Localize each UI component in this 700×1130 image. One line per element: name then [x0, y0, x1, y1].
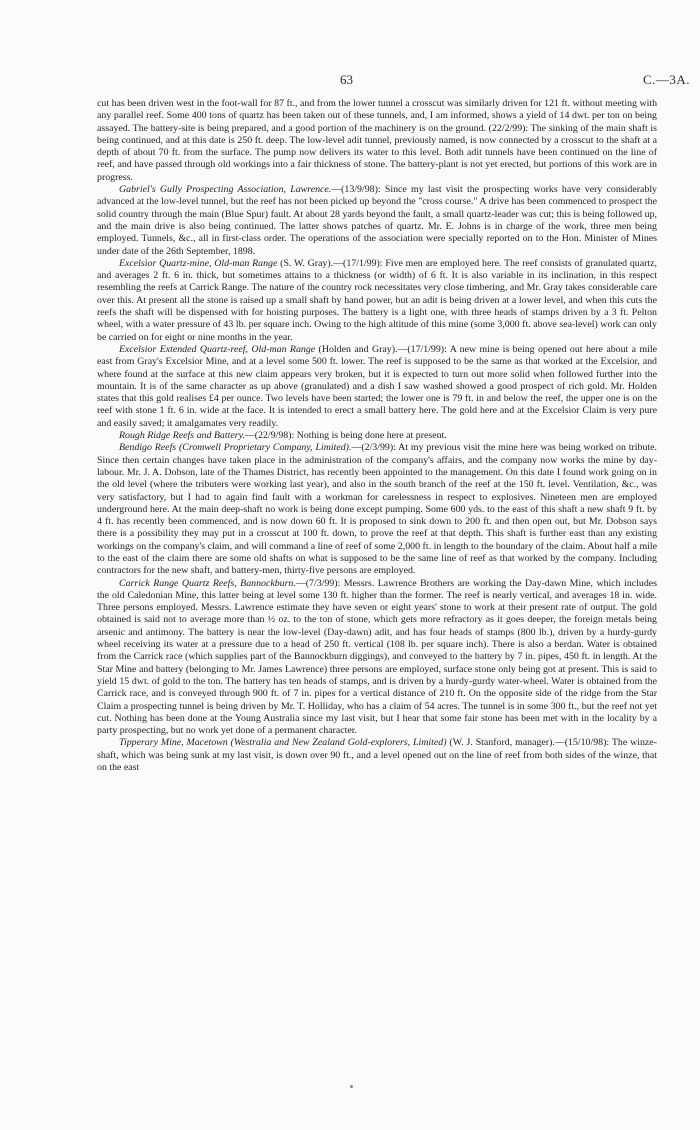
paragraph-excelsior-extended: [97, 344, 657, 430]
page-header: [0, 72, 700, 90]
paragraph-text: —(13/9/98): Since my last visit the prospecting works have very considerably advanced at the low-level tunnel, but the reef has not been picked up beyond the "cross course." A drive has been commenced to prospect the solid country through the main (Blue Spur) fault. At about 28 yards beyond the fault, a small quartz-leader was cut; this is being followed up, and the main drive is also being continued. The latter shows patches of quartz. Mr. E. Johns is in charge of the work, three men being employed. Tunnels, &c., all in first-class order. The operations of the association were specially reported on to the Hon. Minister of Mines under date of the 26th September, 1898.: [97, 184, 657, 257]
paragraph-text: (Holden and Gray).—(17/1/99): A new mine is being opened out here about a mile east from Gray's Excelsior Mine, and at a level some 500 ft. lower. The reef is supposed to be the same as that worked at the Excelsior, and where found at the surface at this new claim appears very broken, but it is expected to turn out more solid when followed further into the mountain. It is of the same character as up above (granulated) and a dish I saw washed showed a good prospect of rich gold. Mr. Holden states that this gold realises £4 per ounce. Two levels have been started; the lower one is 79 ft. in and below the reef, the upper one is on the reef with stone 1 ft. 6 in. wide at the face. It is intended to erect a small battery here. The gold here and at the Excelsior Claim is very pure and easily saved; it amalgamates very readily.: [97, 343, 658, 429]
paragraph-text: —(7/3/99): Messrs. Lawrence Brothers are working the Day-dawn Mine, which includes the old Caledonian Mine, this latter being at level some 130 ft. higher than the former. The reef is nearly vertical, and averages 18 in. wide. Three persons employed. Messrs. Lawrence estimate they have seven or eight years' stone to work at their present rate of output. The gold obtained is said not to average more than ½ oz. to the ton of stone, which gets more refractory as it goes deeper, the foreign metals being arsenic and antimony. The battery is near the low-level (Day-dawn) adit, and has four heads of stamps (800 lb.), driven by a hurdy-gurdy wheel receiving its water at a pressure due to a head of 250 ft. vertical (108 lb. per square inch). There is also a berdan. Water is obtained from the Carrick race (which supplies part of the Bannockburn diggings), and conveyed to the battery by 7 in. pipes, 450 ft. in length. At the Star Mine and battery (belonging to Mr. James Lawrence) three persons are employed, surface stone only being got at present. This is said to yield 15 dwt. of gold to the ton. The battery has ten heads of stamps, and is driven by a hurdy-gurdy water-wheel. Water is obtained from the Carrick race, and is conveyed through 900 ft. of 7 in. pipes for a vertical distance of 210 ft. On the opposite side of the ridge from the Star Claim a prospecting tunnel is being driven by Mr. T. Holliday, who has a claim of 54 acres. The tunnel is in some 300 ft., but the reef not yet cut. Nothing has been done at the Young Australia since my last visit, but I hear that some fair stone has been met with in the locality by a party prospecting, but no work yet done of a permanent character.: [97, 577, 657, 737]
paragraph-heading: Excelsior Extended Quartz-reef, Old-man Range: [119, 343, 316, 355]
paragraph-heading: Bendigo Reefs (Cromwell Proprietary Company, Limited).: [119, 442, 352, 454]
page-number: 63: [340, 72, 353, 87]
paragraph-rough-ridge: [97, 430, 657, 442]
paragraph-gabriels-gully: [97, 184, 657, 258]
paragraph-continuation: [97, 98, 657, 184]
paragraph-text: (W. J. Stanford, manager).—(15/10/98): The winze-shaft, which was being sunk at my last visit, is down over 90 ft., and a level opened out on the line of reef from both sides of the winze, that on the east: [97, 737, 657, 774]
paragraph-heading: Gabriel's Gully Prospecting Association, Lawrence.: [119, 184, 332, 196]
paragraph-heading: Carrick Range Quartz Reefs, Bannockburn.: [119, 577, 296, 589]
paragraph-heading: Tipperary Mine, Macetown (Westralia and New Zealand Gold-explorers, Limited): [119, 737, 447, 749]
paragraph-text: —(22/9/98): Nothing is being done here at present.: [244, 430, 447, 442]
report-body: [97, 98, 657, 774]
paragraph-text: (S. W. Gray).—(17/1/99): Five men are employed here. The reef consists of granulated quartz, and averages 2 ft. 6 in. thick, but sometimes attains to a thickness (or width) of 6 ft. It is also variable in its inclination, in this respect resembling the reefs at Carrick Range. The nature of the country rock necessitates very close timbering, and Mr. Gray takes considerable care over this. At present all the stone is raised up a small shaft by hand power, but an adit is being driven at a lower level, and when this cuts the reefs the shaft will be dispensed with for hoisting purposes. The battery is a light one, with three heads of stamps driven by a 3 ft. Pelton wheel, with a water pressure of 43 lb. per square inch. Owing to the high altitude of this mine (some 3,000 ft. above sea-level) work can only be carried on for eight or nine months in the year.: [97, 257, 658, 343]
paragraph-tipperary-mine: [97, 737, 657, 774]
page-speck: [350, 1085, 353, 1088]
paragraph-heading: Excelsior Quartz-mine, Old-man Range: [119, 257, 278, 269]
paragraph-carrick-range: [97, 578, 657, 738]
paragraph-heading: Rough Ridge Reefs and Battery.: [119, 430, 245, 442]
paragraph-text: cut has been driven west in the foot-wall for 87 ft., and from the lower tunnel a crosscut was similarly driven for 121 ft. without meeting with any parallel reef. Some 400 tons of quartz has been taken out of these tunnels, and, I am informed, shows a yield of 14 dwt. per ton on being assayed. The battery-site is being prepared, and a good portion of the machinery is on the ground. (22/2/99): The sinking of the main shaft is being continued, and at this date is 250 ft. deep. The low-level adit tunnel, previously named, is now connected by a crosscut to the shaft at a depth of about 70 ft. from the surface. The pump now delivers its water to this level. Both adit tunnels have been continued on the line of reef, and have passed through old workings into a fair thickness of stone. The battery-plant is not yet erected, but portions of this work are in progress.: [97, 98, 657, 183]
paragraph-text: —(2/3/99): At my previous visit the mine here was being worked on tribute. Since then certain changes have taken place in the administration of the company's affairs, and the company now works the mine by day-labour. Mr. J. A. Dobson, late of the Thames District, has recently been appointed to the management. On this date I found work going on in the old level (where the tributers were working last year), and also in the south branch of the reef at the 150 ft. level. Ventilation, &c., was very satisfactory, but I had to again find fault with a workman for carelessness in respect to explosives. Nineteen men are employed underground here. At the main deep-shaft no work is being done except pumping. Some 600 yds. to the east of this shaft a new shaft 9 ft. by 4 ft. has recently been commenced, and is now down 60 ft. It is proposed to sink down to 200 ft. and then open out, but Mr. Dobson says there is a possibility they may put in a crosscut at 100 ft. down, to prove the reef at that depth. This shaft is further east than any existing workings on the company's claim, and will command a line of reef of some 2,000 ft. in length to the boundary of the claim. About half a mile to the east of the claim there are some old shafts on what is supposed to be the same line of reef as that worked by the company. Including contractors for the new shaft, and battery-men, thirty-five persons are employed.: [97, 442, 657, 577]
paragraph-bendigo-reefs: [97, 442, 657, 577]
sheet-reference: C.—3A.: [642, 72, 690, 87]
paragraph-excelsior: [97, 258, 657, 344]
